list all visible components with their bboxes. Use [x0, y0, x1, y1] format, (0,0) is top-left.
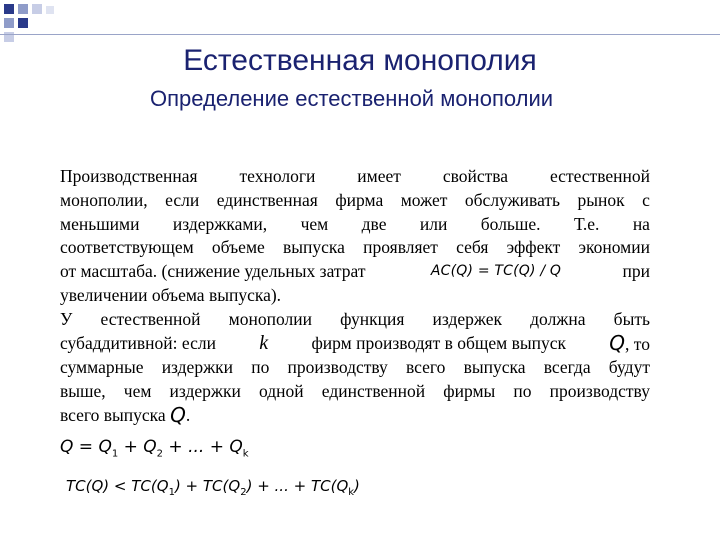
word: чем — [300, 213, 329, 234]
word: на — [632, 213, 650, 234]
text-line — [60, 189, 650, 213]
word: может — [400, 189, 448, 210]
word: единственной — [321, 381, 426, 402]
word: объеме — [211, 237, 265, 258]
word: выпуска — [463, 357, 526, 378]
word: чем — [123, 381, 152, 402]
word: выпуска — [283, 237, 345, 258]
text-line — [60, 165, 650, 189]
word: одной — [259, 381, 304, 402]
word: быть — [613, 308, 650, 329]
text-line — [60, 260, 650, 284]
subscript: 1 — [168, 487, 175, 498]
word: эффект — [506, 237, 561, 258]
variable-q: Q — [170, 402, 186, 427]
word: фирма — [335, 189, 384, 210]
output-sum-equation — [60, 437, 249, 459]
text-line — [60, 284, 650, 308]
text-line — [60, 308, 650, 332]
word: монополии — [228, 308, 312, 329]
header-rule — [0, 34, 720, 35]
variable-k: k — [259, 331, 269, 354]
word: У — [60, 308, 73, 329]
text-line — [60, 236, 650, 260]
word: проявляет — [363, 237, 438, 258]
word: если — [165, 189, 200, 210]
word: выше, — [60, 381, 106, 402]
word: с — [642, 189, 650, 210]
word: технологи — [239, 166, 316, 186]
text-fragment: , то — [625, 333, 650, 354]
subscript: 2 — [156, 448, 164, 460]
word: себя — [456, 237, 489, 258]
word: издержки — [161, 357, 234, 378]
text-line — [60, 356, 650, 380]
text-fragment: . — [185, 404, 191, 425]
word: единственная — [216, 189, 318, 210]
word: рынок — [577, 189, 625, 210]
word: меньшими — [60, 213, 140, 234]
word: свойства — [442, 166, 509, 186]
word: или — [419, 213, 448, 234]
word: Т.е. — [573, 213, 600, 234]
word: по — [513, 381, 532, 402]
word: всего — [406, 357, 446, 378]
word: соответствующем — [60, 237, 194, 258]
word: издержек — [432, 308, 503, 329]
text-line — [60, 213, 650, 237]
word: естественной — [100, 308, 201, 329]
text-line — [60, 332, 650, 357]
word: функция — [340, 308, 405, 329]
word: издержками, — [172, 213, 268, 234]
word: должна — [530, 308, 586, 329]
text-fragment: фирм производят в общем выпуск — [311, 332, 566, 353]
word: производству — [287, 357, 388, 378]
text-fragment: увеличении объема выпуска). — [60, 284, 282, 305]
word: будут — [608, 357, 650, 378]
word: издержки — [169, 381, 241, 402]
word: всегда — [543, 357, 591, 378]
text-fragment — [609, 332, 650, 357]
text-fragment: при — [622, 261, 650, 282]
text-line — [60, 404, 650, 428]
word: имеет — [357, 166, 401, 186]
subadditivity-inequality — [66, 477, 360, 498]
word: экономии — [578, 237, 650, 258]
text-fragment: от масштаба. (снижение удельных затрат — [60, 261, 366, 282]
subscript: k — [348, 487, 355, 498]
word: естественной — [549, 166, 650, 186]
equation-text: $Q = Q_1 + Q_2$ + ... + $Q_k$ — [60, 437, 249, 460]
subscript: 1 — [111, 448, 119, 460]
text-line — [60, 380, 650, 404]
variable-q: Q — [609, 330, 626, 355]
equation-text: $TC(Q) < TC(Q_1) + TC(Q_2)$ + ... + $TC(Q_k)$ — [66, 477, 360, 498]
average-cost-formula: AC(Q) = TC(Q) / Q — [430, 263, 562, 280]
word: больше. — [480, 213, 541, 234]
slide-subtitle: Определение естественной монополии — [150, 86, 554, 111]
word: две — [361, 213, 387, 234]
text-fragment: субаддитивной: если — [60, 332, 216, 353]
definition-text — [60, 165, 650, 428]
subscript: k — [242, 448, 249, 460]
word: монополии, — [60, 189, 148, 210]
word: фирмы — [443, 381, 496, 402]
word: обслуживать — [464, 189, 561, 210]
word: по — [251, 357, 270, 378]
subscript: 2 — [240, 487, 247, 498]
word: суммарные — [60, 357, 144, 378]
word: Производственная — [60, 166, 198, 186]
word: производству — [549, 381, 650, 402]
text-fragment: всего выпуска — [60, 404, 166, 425]
slide-title: Естественная монополия — [183, 44, 537, 77]
